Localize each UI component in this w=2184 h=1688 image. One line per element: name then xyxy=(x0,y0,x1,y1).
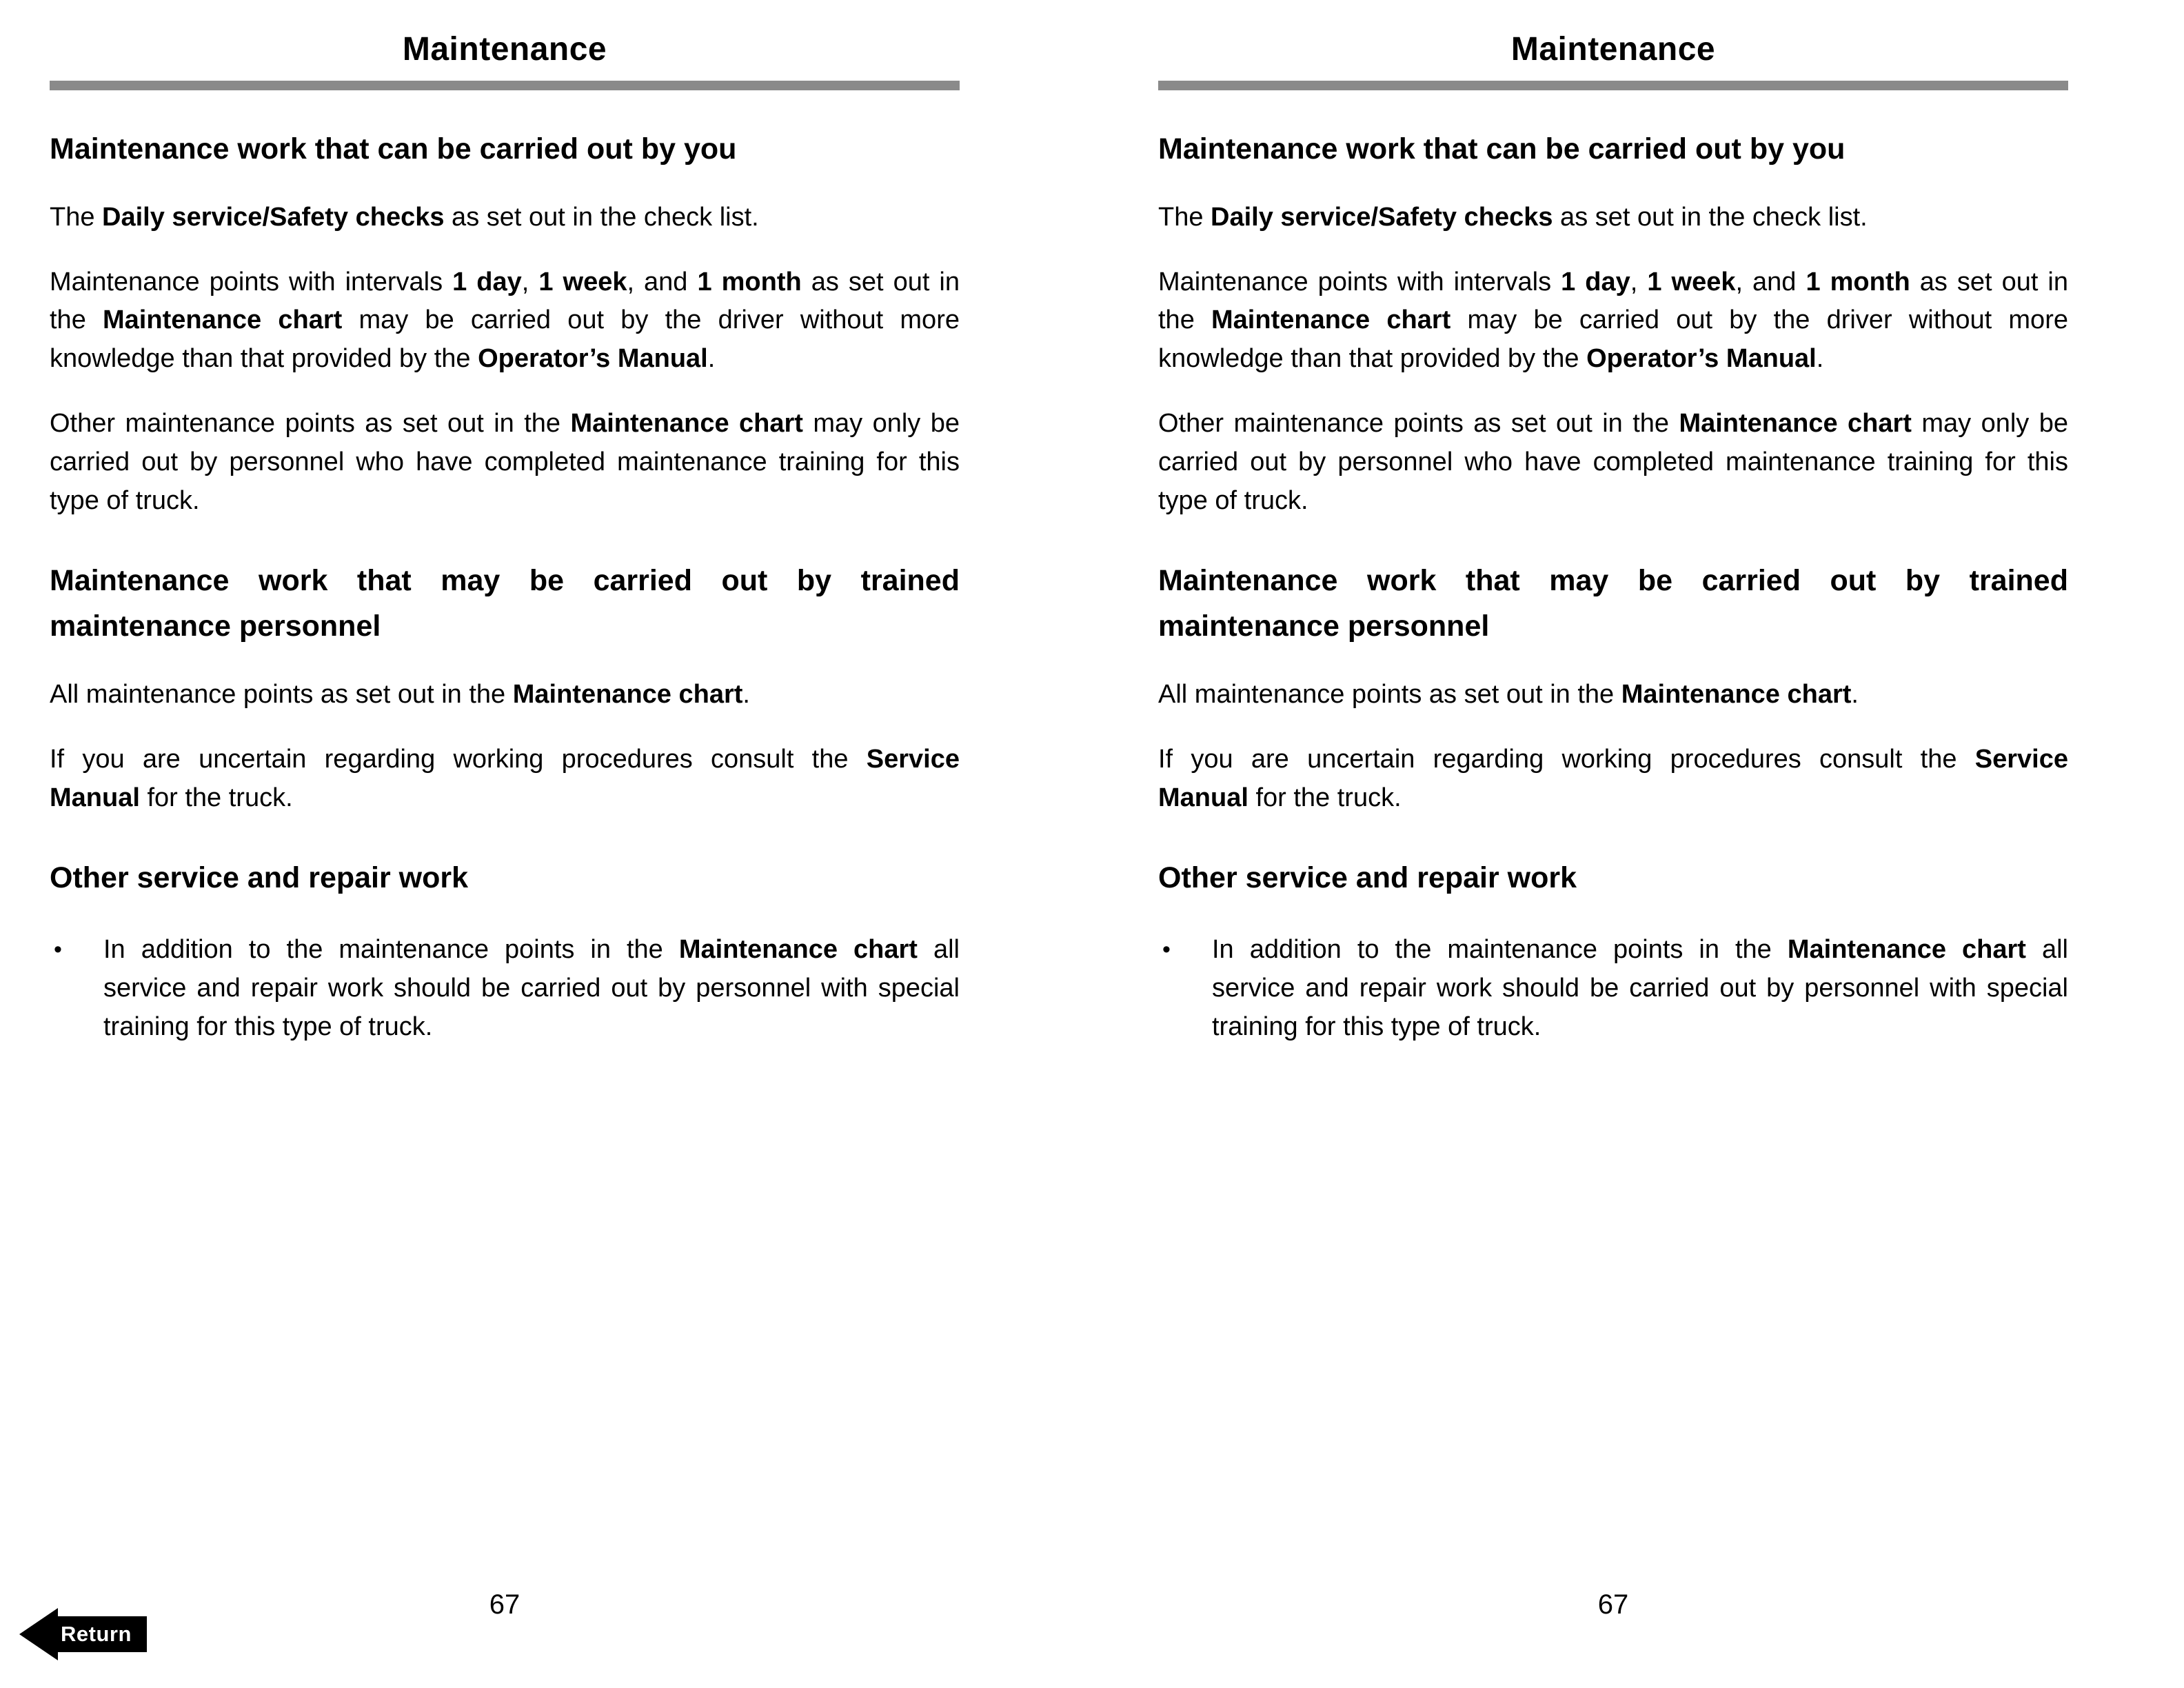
bullet-marker: • xyxy=(54,936,62,963)
return-button[interactable] xyxy=(19,1608,147,1660)
paragraph: Maintenance points with intervals 1 day, 1 week, and 1 month as set out in the Maintenance chart may be carried out by the driver without more knowledge than that provided by the Operator’s Manual. xyxy=(1158,267,2068,374)
bullet-text: In addition to the maintenance points in the Maintenance chart all service and repair work should be carried out by personnel with special training for this type of truck. xyxy=(103,935,960,1041)
paragraph: The Daily service/Safety checks as set out in the check list. xyxy=(1158,202,1868,232)
section-heading-work-by-you: Maintenance work that can be carried out by you xyxy=(50,132,737,165)
bullet-marker: • xyxy=(1162,936,1171,963)
paragraph: All maintenance points as set out in the Maintenance chart. xyxy=(50,679,750,709)
bullet-text: In addition to the maintenance points in the Maintenance chart all service and repair work should be carried out by personnel with special training for this type of truck. xyxy=(1212,935,2068,1041)
paragraph: Other maintenance points as set out in the Maintenance chart may only be carried out by personnel who have completed maintenance training for this type of truck. xyxy=(50,409,960,515)
paragraph: The Daily service/Safety checks as set out in the check list. xyxy=(50,202,759,232)
section-heading-other-service: Other service and repair work xyxy=(1158,861,1577,894)
section-heading-trained-personnel: Maintenance work that may be carried out by trained maintenance personnel xyxy=(50,563,960,643)
return-arrow-icon xyxy=(19,1608,58,1660)
bullet-item xyxy=(1158,931,2068,1047)
page-number: 67 xyxy=(489,1589,520,1620)
paragraph: Other maintenance points as set out in the Maintenance chart may only be carried out by personnel who have completed maintenance training for this type of truck. xyxy=(1158,409,2068,515)
page-left xyxy=(50,30,960,1660)
return-button-label: Return xyxy=(58,1616,147,1652)
paragraph: If you are uncertain regarding working procedures consult the Service Manual for the truck. xyxy=(50,744,960,812)
bullet-item xyxy=(50,931,960,1047)
page-number: 67 xyxy=(1597,1589,1629,1620)
paragraph: Maintenance points with intervals 1 day, 1 week, and 1 month as set out in the Maintenance chart may be carried out by the driver without more knowledge than that provided by the Operator’s Manual. xyxy=(50,267,960,374)
section-heading-work-by-you: Maintenance work that can be carried out by you xyxy=(1158,132,1846,165)
paragraph: All maintenance points as set out in the Maintenance chart. xyxy=(1158,679,1859,709)
page-right xyxy=(1158,30,2068,1660)
title-divider xyxy=(50,81,960,90)
section-heading-other-service: Other service and repair work xyxy=(50,861,469,894)
section-heading-trained-personnel: Maintenance work that may be carried out by trained maintenance personnel xyxy=(1158,563,2068,643)
title-divider xyxy=(1158,81,2068,90)
page-title: Maintenance xyxy=(1510,31,1716,68)
page-title: Maintenance xyxy=(402,31,607,68)
paragraph: If you are uncertain regarding working procedures consult the Service Manual for the truck. xyxy=(1158,744,2068,812)
